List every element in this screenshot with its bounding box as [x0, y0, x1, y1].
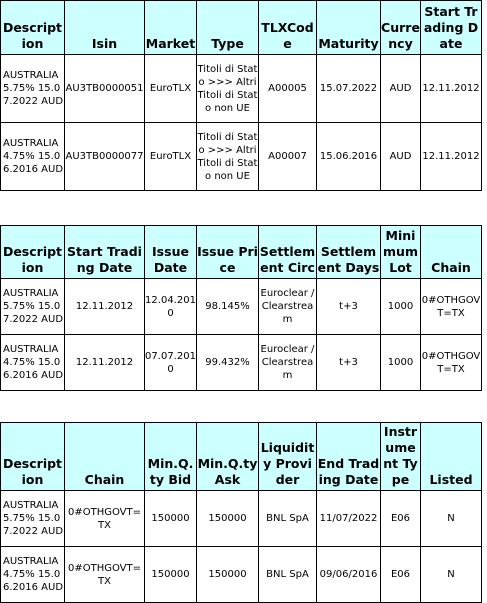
column-header: Description	[1, 423, 65, 491]
table-cell: AUSTRALIA 5.75% 15.07.2022 AUD	[1, 55, 65, 123]
table-cell: 150000	[197, 547, 259, 603]
table-cell: 07.07.2010	[145, 335, 197, 391]
table-cell: 150000	[145, 491, 197, 547]
table-cell: BNL SpA	[259, 491, 317, 547]
table-cell: t+3	[317, 335, 381, 391]
column-header: Chain	[65, 423, 145, 491]
table-cell: Titoli di Stato >>> Altri Titoli di Stato non UE	[197, 55, 259, 123]
table-cell: 12.11.2012	[65, 279, 145, 335]
table-cell: EuroTLX	[145, 55, 197, 123]
table-cell: AUSTRALIA 5.75% 15.07.2022 AUD	[1, 491, 65, 547]
table-cell: 1000	[381, 335, 421, 391]
column-header: Start Trading Date	[421, 1, 482, 55]
table-row	[1, 279, 482, 335]
table-cell: Euroclear / Clearstream	[259, 279, 317, 335]
table-row	[1, 123, 482, 191]
column-header: Settlement Circ	[259, 226, 317, 279]
column-header: Min.Q.ty Ask	[197, 423, 259, 491]
table-cell: E06	[381, 547, 421, 603]
table-cell: 11/07/2022	[317, 491, 381, 547]
column-header: Min.Q.ty Bid	[145, 423, 197, 491]
table-cell: 12.11.2012	[421, 123, 482, 191]
column-header: Settlement Days	[317, 226, 381, 279]
table-cell: 150000	[197, 491, 259, 547]
column-header: Instrument Type	[381, 423, 421, 491]
table-cell: AUSTRALIA 4.75% 15.06.2016 AUD	[1, 123, 65, 191]
column-header: Liquidity Provider	[259, 423, 317, 491]
table-cell: E06	[381, 491, 421, 547]
table-cell: Euroclear / Clearstream	[259, 335, 317, 391]
table-cell: 99.432%	[197, 335, 259, 391]
table-cell: AU3TB0000051	[65, 55, 145, 123]
column-header: Start Trading Date	[65, 226, 145, 279]
column-header: Chain	[421, 226, 482, 279]
table-cell: 0#OTHGOVT=TX	[65, 491, 145, 547]
table-cell: 1000	[381, 279, 421, 335]
liquidity-info-table	[0, 422, 482, 603]
table-cell: AU3TB0000077	[65, 123, 145, 191]
table-cell: AUSTRALIA 5.75% 15.07.2022 AUD	[1, 279, 65, 335]
table-cell: AUSTRALIA 4.75% 15.06.2016 AUD	[1, 335, 65, 391]
column-header: Description	[1, 1, 65, 55]
column-header: Isin	[65, 1, 145, 55]
trading-info-table	[0, 225, 482, 391]
column-header: Issue Date	[145, 226, 197, 279]
column-header: Type	[197, 1, 259, 55]
table-cell: AUD	[381, 123, 421, 191]
table-header-row	[1, 1, 482, 55]
table-header-row	[1, 423, 482, 491]
table-cell: 150000	[145, 547, 197, 603]
table-cell: A00007	[259, 123, 317, 191]
table-cell: 09/06/2016	[317, 547, 381, 603]
table-cell: EuroTLX	[145, 123, 197, 191]
table-cell: Titoli di Stato >>> Altri Titoli di Stato non UE	[197, 123, 259, 191]
column-header: Currency	[381, 1, 421, 55]
column-header: Description	[1, 226, 65, 279]
table-row	[1, 491, 482, 547]
column-header: End Trading Date	[317, 423, 381, 491]
table-cell: 15.06.2016	[317, 123, 381, 191]
table-cell: A00005	[259, 55, 317, 123]
table-cell: AUSTRALIA 4.75% 15.06.2016 AUD	[1, 547, 65, 603]
table-cell: N	[421, 547, 482, 603]
table-row	[1, 335, 482, 391]
column-header: Issue Price	[197, 226, 259, 279]
table-cell: BNL SpA	[259, 547, 317, 603]
instrument-info-table	[0, 0, 482, 191]
table-cell: 12.04.2010	[145, 279, 197, 335]
table-header-row	[1, 226, 482, 279]
column-header: Market	[145, 1, 197, 55]
table-cell: 15.07.2022	[317, 55, 381, 123]
table-row	[1, 55, 482, 123]
table-cell: 12.11.2012	[65, 335, 145, 391]
table-cell: 98.145%	[197, 279, 259, 335]
table-cell: AUD	[381, 55, 421, 123]
table-cell: 0#OTHGOVT=TX	[421, 335, 482, 391]
column-header: Maturity	[317, 1, 381, 55]
table-cell: 0#OTHGOVT=TX	[65, 547, 145, 603]
table-cell: N	[421, 491, 482, 547]
table-row	[1, 547, 482, 603]
column-header: Minimum Lot	[381, 226, 421, 279]
table-cell: t+3	[317, 279, 381, 335]
table-cell: 12.11.2012	[421, 55, 482, 123]
column-header: Listed	[421, 423, 482, 491]
table-cell: 0#OTHGOVT=TX	[421, 279, 482, 335]
column-header: TLXCode	[259, 1, 317, 55]
